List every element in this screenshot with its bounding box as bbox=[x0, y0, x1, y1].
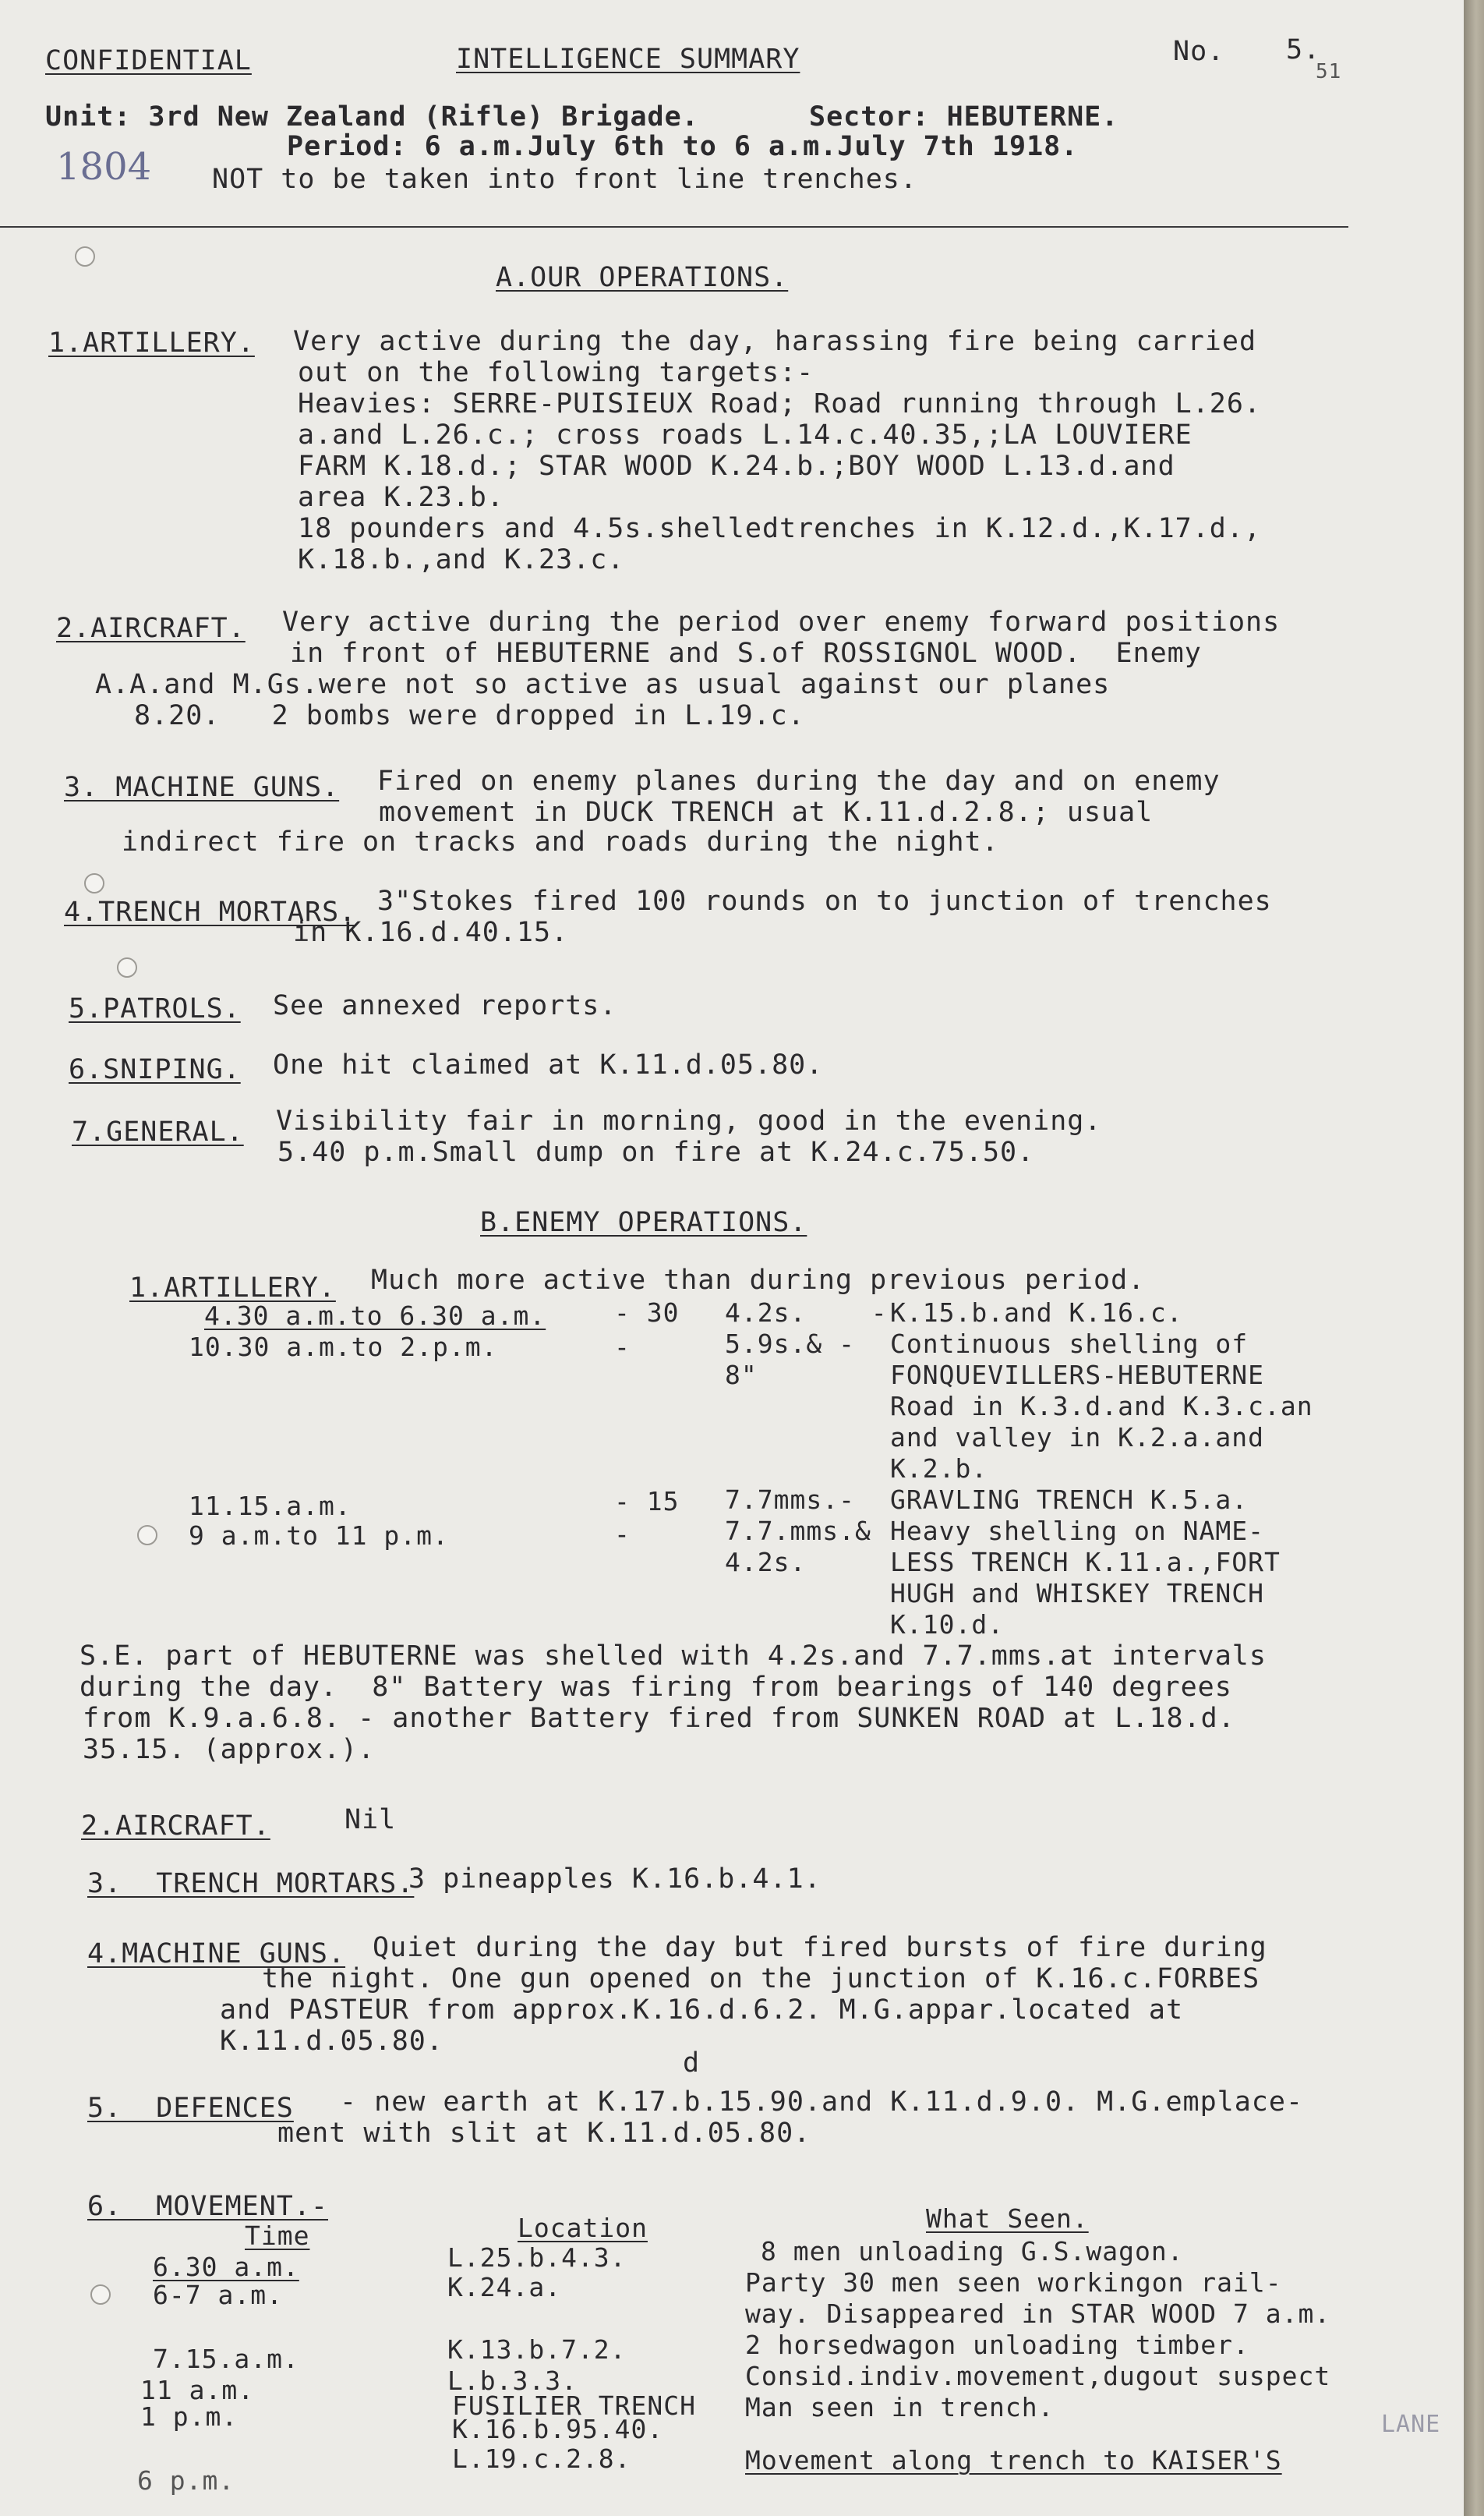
a3-line: Fired on enemy planes during the day and on enemy bbox=[377, 766, 1221, 797]
movement-seen: 8 men unloading G.S.wagon. bbox=[761, 2236, 1184, 2267]
movement-location: L.19.c.2.8. bbox=[452, 2443, 631, 2474]
a3-line: movement in DUCK TRENCH at K.11.d.2.8.; usual bbox=[379, 797, 1154, 828]
margin-note: LANE bbox=[1381, 2411, 1441, 2438]
col-location: Location bbox=[518, 2213, 648, 2243]
a1-line: out on the following targets:- bbox=[298, 357, 814, 388]
a1-line: 18 pounders and 4.5s.shelledtrenches in K.12.d.,K.17.d., bbox=[298, 513, 1262, 544]
b1-row-detail: HUGH and WHISKEY TRENCH bbox=[890, 1578, 1264, 1608]
a1-label: 1.ARTILLERY. bbox=[48, 327, 255, 359]
movement-seen: Man seen in trench. bbox=[745, 2392, 1055, 2422]
b1-row-time: 4.30 a.m.to 6.30 a.m. bbox=[204, 1300, 546, 1331]
b1-row-detail: Continuous shelling of bbox=[890, 1329, 1249, 1359]
a4-label: 4.TRENCH MORTARS. bbox=[64, 897, 357, 928]
a3-line: indirect fire on tracks and roads during the night. bbox=[122, 826, 999, 858]
b1-row-calibre: 5.9s.& - bbox=[725, 1329, 855, 1359]
b6-label: 6. MOVEMENT.- bbox=[87, 2191, 329, 2222]
b1-row-detail: LESS TRENCH K.11.a.,FORT bbox=[890, 1547, 1281, 1577]
b4-line: K.11.d.05.80. bbox=[220, 2026, 443, 2057]
a6-label: 6.SNIPING. bbox=[69, 1054, 241, 1085]
b4-label: 4.MACHINE GUNS. bbox=[87, 1938, 346, 1969]
b5-label: 5. DEFENCES bbox=[87, 2093, 294, 2124]
b1-row-detail: K.10.d. bbox=[890, 1609, 1005, 1640]
b1-row-count: - 30 bbox=[614, 1297, 680, 1328]
section-a-heading: A.OUR OPERATIONS. bbox=[496, 262, 789, 293]
movement-time: 11 a.m. bbox=[140, 2375, 255, 2405]
summary-number-value: 5. bbox=[1286, 34, 1321, 65]
punch-hole bbox=[90, 2284, 111, 2305]
b1-label: 1.ARTILLERY. bbox=[129, 1272, 336, 1304]
b1-row-calibre: 4.2s. - bbox=[725, 1297, 888, 1328]
a5-line: See annexed reports. bbox=[273, 990, 617, 1021]
movement-time: 7.15.a.m. bbox=[153, 2344, 299, 2374]
movement-time: 6-7 a.m. bbox=[153, 2280, 283, 2310]
a7-line: 5.40 p.m.Small dump on fire at K.24.c.75.50. bbox=[277, 1137, 1035, 1168]
summary-number-label: No. bbox=[1173, 36, 1225, 67]
movement-location: L.b.3.3. bbox=[447, 2366, 578, 2396]
header-rule bbox=[0, 226, 1348, 228]
b1-row-time: 10.30 a.m.to 2.p.m. bbox=[189, 1332, 498, 1362]
movement-time: 1 p.m. bbox=[140, 2401, 238, 2432]
b4-line: Quiet during the day but fired bursts of fire during bbox=[373, 1932, 1267, 1963]
a3-label: 3. MACHINE GUNS. bbox=[64, 772, 340, 803]
archive-stamp-number: 1804 bbox=[56, 145, 152, 189]
b1-row-calibre: 7.7mms.- bbox=[725, 1484, 855, 1515]
b1-row-count: - 15 bbox=[614, 1486, 680, 1516]
movement-seen: Movement along trench to KAISER'S bbox=[745, 2445, 1282, 2475]
a2-line: A.A.and M.Gs.were not so active as usual against our planes bbox=[95, 669, 1111, 700]
b1-row-detail: Road in K.3.d.and K.3.c.an bbox=[890, 1391, 1313, 1421]
page-edge-shadow bbox=[1464, 0, 1484, 2516]
movement-location: FUSILIER TRENCH bbox=[452, 2390, 697, 2421]
movement-seen: 2 horsedwagon unloading timber. bbox=[745, 2330, 1249, 2360]
b1-row-detail: GRAVLING TRENCH K.5.a. bbox=[890, 1484, 1249, 1515]
a6-line: One hit claimed at K.11.d.05.80. bbox=[273, 1049, 824, 1081]
movement-location: K.24.a. bbox=[447, 2272, 562, 2302]
b1-row-calibre: 8" bbox=[725, 1360, 758, 1390]
a1-line: a.and L.26.c.; cross roads L.14.c.40.35,;LA LOUVIERE bbox=[298, 419, 1192, 451]
a2-line: in front of HEBUTERNE and S.of ROSSIGNOL WOOD. Enemy bbox=[290, 638, 1202, 669]
punch-hole bbox=[75, 246, 95, 267]
punch-hole bbox=[84, 873, 104, 894]
b1-note-line: during the day. 8" Battery was firing from bearings of 140 degrees bbox=[80, 1672, 1232, 1703]
restriction-line: NOT to be taken into front line trenches. bbox=[212, 164, 917, 195]
a1-line: Very active during the day, harassing fire being carried bbox=[293, 326, 1257, 357]
movement-seen: Consid.indiv.movement,dugout suspect bbox=[745, 2361, 1331, 2391]
b1-row-time: 9 a.m.to 11 p.m. bbox=[189, 1520, 449, 1551]
b2-text: Nil bbox=[344, 1804, 397, 1835]
classification: CONFIDENTIAL bbox=[45, 45, 252, 76]
b2-label: 2.AIRCRAFT. bbox=[81, 1810, 270, 1842]
movement-seen: way. Disappeared in STAR WOOD 7 a.m. bbox=[745, 2298, 1331, 2329]
b1-row-calibre: 4.2s. bbox=[725, 1547, 807, 1577]
a5-label: 5.PATROLS. bbox=[69, 993, 241, 1024]
a4-line: in K.16.d.40.15. bbox=[293, 917, 569, 948]
b1-note-line: S.E. part of HEBUTERNE was shelled with 4.2s.and 7.7.mms.at intervals bbox=[80, 1640, 1267, 1672]
a2-line: Very active during the period over enemy forward positions bbox=[282, 607, 1281, 638]
punch-hole bbox=[117, 957, 137, 978]
b1-intro: Much more active than during previous period. bbox=[371, 1265, 1146, 1296]
b1-row-time: 11.15.a.m. bbox=[189, 1491, 352, 1521]
b1-row-detail: K.15.b.and K.16.c. bbox=[890, 1297, 1183, 1328]
col-time: Time bbox=[245, 2221, 310, 2251]
a4-line: 3"Stokes fired 100 rounds on to junction of trenches bbox=[377, 886, 1272, 917]
period-line: Period: 6 a.m.July 6th to 6 a.m.July 7th 1918. bbox=[287, 131, 1079, 162]
b5-insert: d bbox=[683, 2047, 701, 2079]
b1-row-detail: FONQUEVILLERS-HEBUTERNE bbox=[890, 1360, 1264, 1390]
a1-line: Heavies: SERRE-PUISIEUX Road; Road running through L.26. bbox=[298, 388, 1262, 419]
a2-line: 8.20. 2 bombs were dropped in L.19.c. bbox=[134, 700, 805, 731]
b1-row-detail: Heavy shelling on NAME- bbox=[890, 1516, 1264, 1546]
movement-time: 6.30 a.m. bbox=[153, 2252, 299, 2282]
b1-note-line: from K.9.a.6.8. - another Battery fired from SUNKEN ROAD at L.18.d. bbox=[83, 1703, 1235, 1734]
a1-line: area K.23.b. bbox=[298, 482, 504, 513]
b3-text: 3 pineapples K.16.b.4.1. bbox=[408, 1863, 822, 1895]
a1-line: K.18.b.,and K.23.c. bbox=[298, 544, 625, 575]
b1-row-calibre: 7.7.mms.& bbox=[725, 1516, 871, 1546]
document-title: INTELLIGENCE SUMMARY bbox=[456, 44, 800, 75]
b1-note-line: 35.15. (approx.). bbox=[83, 1734, 376, 1765]
b1-row-detail: and valley in K.2.a.and bbox=[890, 1422, 1264, 1453]
unit-line: Unit: 3rd New Zealand (Rifle) Brigade. bbox=[45, 101, 699, 133]
a2-label: 2.AIRCRAFT. bbox=[56, 613, 246, 644]
b5-line: ment with slit at K.11.d.05.80. bbox=[277, 2118, 811, 2149]
movement-location: L.25.b.4.3. bbox=[447, 2242, 627, 2273]
movement-time: 6 p.m. bbox=[137, 2465, 235, 2496]
movement-location: K.13.b.7.2. bbox=[447, 2334, 627, 2365]
punch-hole bbox=[137, 1525, 157, 1545]
a1-line: FARM K.18.d.; STAR WOOD K.24.b.;BOY WOOD L.13.d.and bbox=[298, 451, 1175, 482]
b1-row-count: - bbox=[614, 1519, 631, 1549]
b1-row-detail: K.2.b. bbox=[890, 1453, 988, 1484]
b3-label: 3. TRENCH MORTARS. bbox=[87, 1868, 415, 1899]
movement-location: K.16.b.95.40. bbox=[452, 2414, 664, 2444]
a7-line: Visibility fair in morning, good in the evening. bbox=[276, 1106, 1102, 1137]
b4-line: the night. One gun opened on the junction of K.16.c.FORBES bbox=[262, 1963, 1260, 1994]
section-b-heading: B.ENEMY OPERATIONS. bbox=[480, 1207, 807, 1238]
movement-seen: Party 30 men seen workingon rail- bbox=[745, 2267, 1282, 2298]
col-what-seen: What Seen. bbox=[926, 2203, 1089, 2234]
b1-row-count: - bbox=[614, 1332, 631, 1362]
b4-line: and PASTEUR from approx.K.16.d.6.2. M.G.appar.located at bbox=[220, 1994, 1184, 2026]
a7-label: 7.GENERAL. bbox=[72, 1116, 244, 1148]
sector-line: Sector: HEBUTERNE. bbox=[809, 101, 1119, 133]
b5-line: - new earth at K.17.b.15.90.and K.11.d.9.0. M.G.emplace- bbox=[340, 2086, 1304, 2118]
page-mark: 51 bbox=[1316, 60, 1342, 83]
